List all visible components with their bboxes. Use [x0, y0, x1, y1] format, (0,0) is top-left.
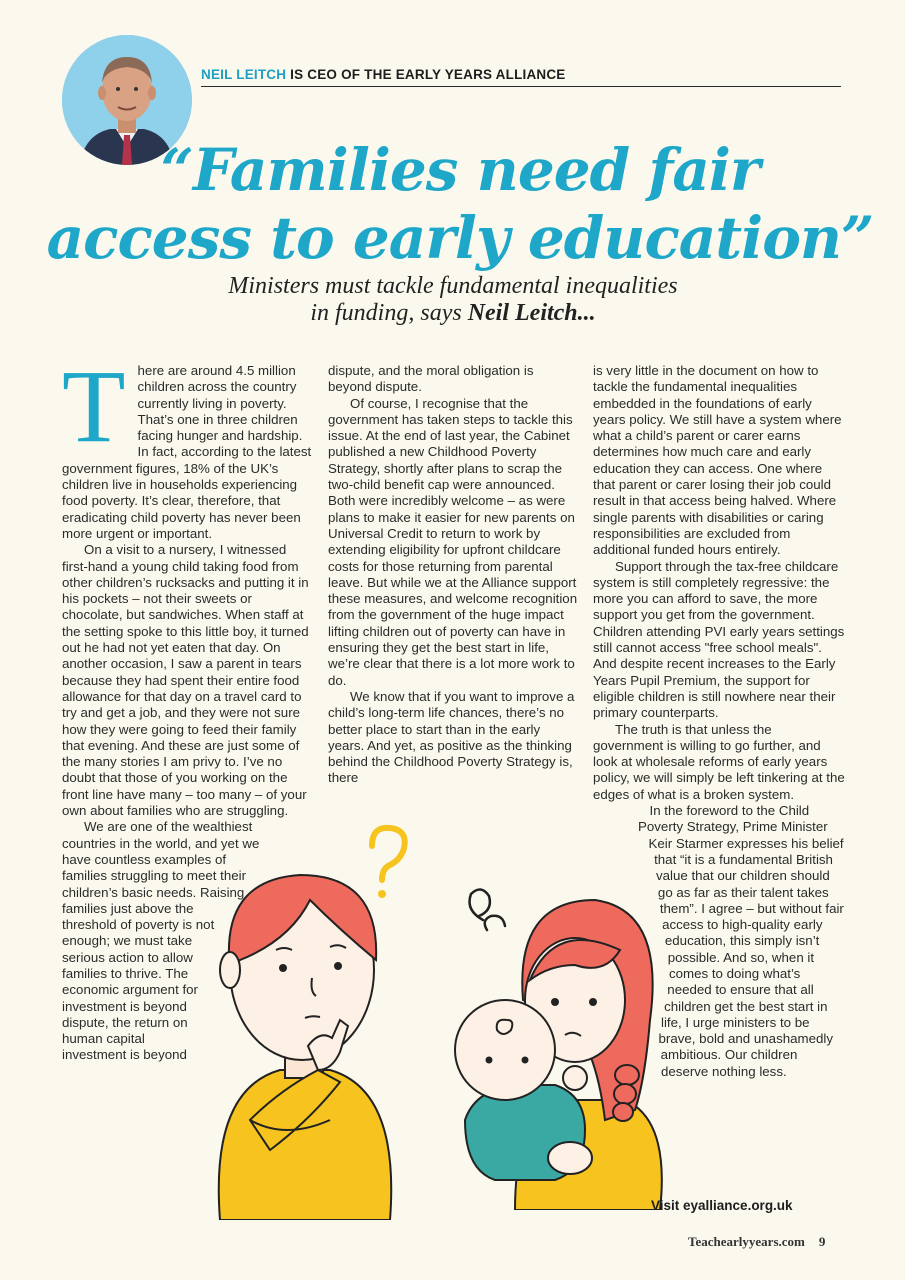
paragraph: The truth is that unless the government is willing to go further, and look at wholesale reforms of early years policy, we will simply be left tinkering at the edges of what is a broken system. — [593, 721, 845, 802]
byline-name: NEIL LEITCH — [201, 67, 287, 82]
paragraph: On a visit to a nursery, I witnessed first-hand a young child taking food from other children’s rucksacks and putting it in his pockets – not their sweets or chocolate, but sandwiches. When staff at the setting spoke to this little boy, it turned out he had not yet eaten that day. On another occasion, I saw a parent in tears because they had spent their entire food allowance for that day on a travel card to try and get a job, and they were not sure how they were going to feed their family that evening. And these are just some of the many stories I am privy to. I’ve no doubt that those of you working on the front line have many – too many – of your own about families who are struggling. — [62, 542, 309, 819]
paragraph: Support through the tax-free childcare system is still completely regressive: the more you can afford to save, the more support you get from the government. Children attending PVI early years settings still cannot access "free school meals". And despite recent increases to the Early Years Pupil Premium, the support for eligible children is still nowhere near their primary counterparts. — [593, 558, 845, 721]
paragraph: In the foreword to the Child Poverty Strategy, Prime Minister Keir Starmer expresses his belief that “it is a fundamental British value that our children should go as far as their talent takes them”. I agree – but without fair access to high-quality early education, this simply isn’t possible. And so, when it comes to doing what’s needed to ensure that all children get the best start in life, I urge ministers to be brave, bold and unashamedly ambitious. Our children deserve nothing less. — [638, 803, 844, 1079]
paragraph: dispute, and the moral obligation is beyond dispute. — [328, 363, 534, 395]
article-column-2 — [328, 363, 580, 787]
thinking-man-illustration — [190, 820, 410, 1220]
paragraph: Of course, I recognise that the government has taken steps to tackle this issue. At the end of last year, the Cabinet published a new Childhood Poverty Strategy, shortly after plans to scrap the two-child benefit cap were announced. Both were incredibly welcome – as were plans to make it easier for new parents on Universal Credit to return to work by extending eligibility for upfront childcare costs for those returning from parental leave. But while we at the Alliance support these measures, and welcome recognition from the government of the huge impact lifting children out of poverty can have in ensuring they get the best start in life, we’re clear that there is a lot more work to do. — [328, 395, 578, 688]
paragraph: here are around 4.5 million children across the country currently living in poverty. That’s one in three children facing hunger and hardship. In fact, according to the latest government figures, 18% of the UK’s children live in households experiencing food poverty. It’s clear, therefore, that eradicating child poverty has never been more urgent or important. — [62, 363, 312, 541]
standfirst-line-1: Ministers must tackle fundamental inequalities — [228, 273, 678, 299]
paragraph: We know that if you want to improve a child’s long-term life chances, there’s no better place to start than in the early years. And yet, as positive as the thinking behind the Childhood Poverty Strategy is, there — [328, 688, 575, 786]
standfirst-author: Neil Leitch... — [467, 300, 596, 326]
mother-baby-illustration — [445, 880, 675, 1210]
headline — [30, 136, 890, 272]
headline-line-2: access to early education” — [46, 204, 874, 272]
site-name: Teachearlyyears.com — [688, 1234, 805, 1249]
paragraph: is very little in the document on how to tackle the fundamental inequalities embedded in the foundations of early years policy. We still have a system where what a child’s parent or carer earns determines how much care and early education they can access. One where that parent or carer losing their job could result in that access being halved. Where single parents with disabilities or caring responsibilities are excluded from additional funded hours entirely. — [593, 363, 842, 558]
drop-cap: T — [62, 349, 126, 464]
byline-role: IS CEO OF THE EARLY YEARS ALLIANCE — [286, 67, 566, 82]
cta-link[interactable]: Visit eyalliance.org.uk — [651, 1198, 793, 1213]
standfirst-line-2: in funding, says — [310, 300, 468, 326]
standfirst — [100, 273, 806, 327]
byline — [201, 67, 841, 87]
paragraph: We are one of the wealthiest countries in the world, and yet we have countless examples of families struggling to meet their children’s basic needs. Raising families just above the threshold of poverty is not enough; we must take serious action to allow families to thrive. The economic argument for investment is beyond dispute, the return on human capital investment is beyond — [62, 819, 260, 1063]
headline-line-1: “Families need fair — [160, 136, 760, 204]
squiggle-icon — [470, 889, 506, 930]
page-number: 9 — [818, 1234, 826, 1249]
page-footer — [688, 1234, 825, 1250]
question-mark-icon — [372, 828, 405, 880]
